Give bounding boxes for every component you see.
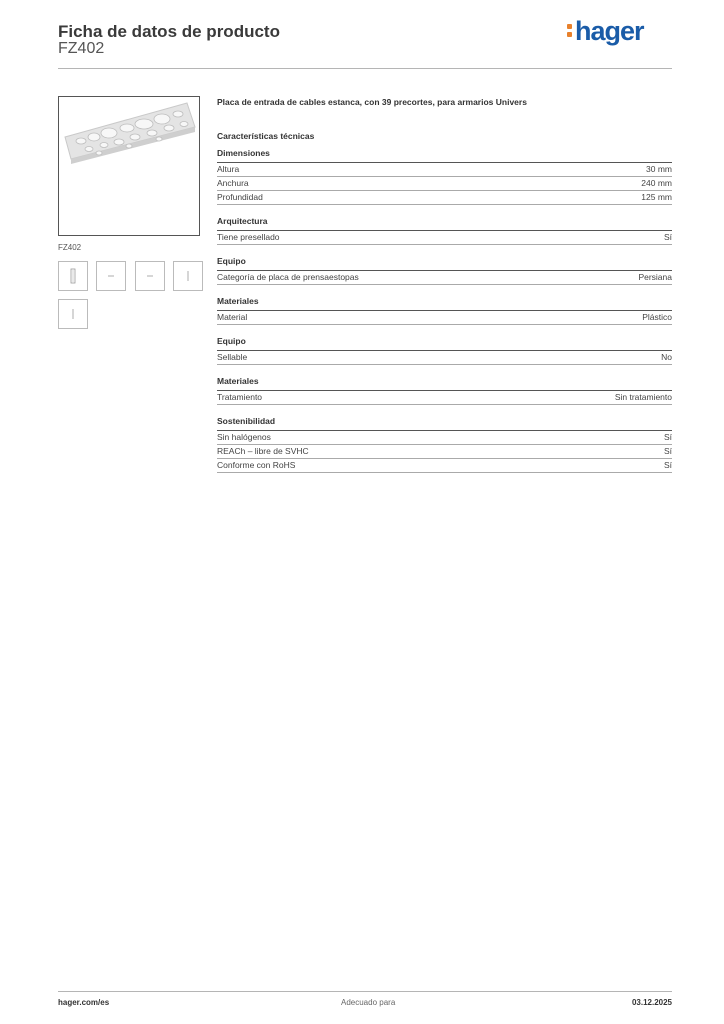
- spec-group: [217, 416, 672, 473]
- technical-characteristics-heading: Características técnicas: [217, 131, 315, 141]
- spec-group: [217, 336, 672, 365]
- footer-date: 03.12.2025: [631, 998, 672, 1007]
- spec-group: [217, 216, 672, 245]
- spec-label: Sellable: [217, 352, 248, 362]
- product-image[interactable]: [58, 96, 200, 236]
- spec-group-title: Sostenibilidad: [217, 416, 672, 431]
- spec-group-title: Materiales: [217, 296, 672, 311]
- spec-label: Tiene presellado: [217, 232, 280, 242]
- spec-label: Tratamiento: [217, 392, 263, 402]
- thumbnail-3[interactable]: [135, 261, 165, 291]
- spec-row: [217, 431, 672, 445]
- spec-row: [217, 391, 672, 405]
- spec-row: [217, 271, 672, 285]
- spec-value: Sí: [663, 232, 672, 242]
- spec-row: [217, 231, 672, 245]
- image-caption: FZ402: [58, 243, 82, 252]
- footer-website[interactable]: hager.com/es: [58, 998, 110, 1007]
- spec-value: 125 mm: [641, 192, 672, 202]
- footer-suitable-for: Adecuado para: [341, 998, 396, 1007]
- spec-label: Sin halógenos: [217, 432, 271, 442]
- spec-groups: [217, 148, 672, 473]
- thumbnail-4-drawing: [174, 262, 202, 290]
- spec-row: [217, 311, 672, 325]
- spec-label: Altura: [217, 164, 240, 174]
- thumbnail-5-drawing: [59, 300, 87, 328]
- thumbnail-2-drawing: [97, 262, 125, 290]
- logo-dots: [567, 21, 575, 40]
- cable-gland-plate-picture: [59, 97, 199, 235]
- spec-value: Persiana: [638, 272, 672, 282]
- spec-row: [217, 459, 672, 473]
- spec-group-title: Dimensiones: [217, 148, 672, 163]
- spec-row: [217, 177, 672, 191]
- spec-group: [217, 256, 672, 285]
- logo-text: hager: [575, 16, 644, 46]
- header-divider: [58, 68, 672, 69]
- spec-label: Anchura: [217, 178, 249, 188]
- thumbnail-4[interactable]: [173, 261, 203, 291]
- thumbnail-2[interactable]: [96, 261, 126, 291]
- spec-row: [217, 163, 672, 177]
- page-title: Ficha de datos de producto: [58, 22, 280, 41]
- spec-group-title: Arquitectura: [217, 216, 672, 231]
- spec-group: [217, 376, 672, 405]
- spec-label: Categoría de placa de prensaestopas: [217, 272, 359, 282]
- spec-row: [217, 445, 672, 459]
- thumbnail-1-drawing: [59, 262, 87, 290]
- spec-value: Sin tratamiento: [614, 392, 672, 402]
- spec-value: Sí: [663, 432, 672, 442]
- hager-logo: [567, 16, 644, 47]
- spec-label: Profundidad: [217, 192, 263, 202]
- thumbnail-5[interactable]: [58, 299, 88, 329]
- spec-value: Sí: [663, 446, 672, 456]
- product-details: [217, 96, 672, 484]
- spec-label: Conforme con RoHS: [217, 460, 296, 470]
- spec-label: REACh – libre de SVHC: [217, 446, 309, 456]
- spec-group: [217, 148, 672, 205]
- spec-value: 240 mm: [641, 178, 672, 188]
- spec-value: No: [661, 352, 672, 362]
- product-code: FZ402: [58, 40, 105, 57]
- spec-group-title: Materiales: [217, 376, 672, 391]
- spec-group: [217, 296, 672, 325]
- product-description: Placa de entrada de cables estanca, con 39 precortes, para armarios Univers: [217, 97, 527, 107]
- thumbnail-3-drawing: [136, 262, 164, 290]
- spec-value: Plástico: [642, 312, 672, 322]
- spec-group-title: Equipo: [217, 336, 672, 351]
- thumbnail-1[interactable]: [58, 261, 88, 291]
- spec-value: Sí: [663, 460, 672, 470]
- spec-value: 30 mm: [646, 164, 672, 174]
- footer-divider: [58, 991, 672, 992]
- spec-label: Material: [217, 312, 248, 322]
- spec-row: [217, 191, 672, 205]
- spec-group-title: Equipo: [217, 256, 672, 271]
- spec-row: [217, 351, 672, 365]
